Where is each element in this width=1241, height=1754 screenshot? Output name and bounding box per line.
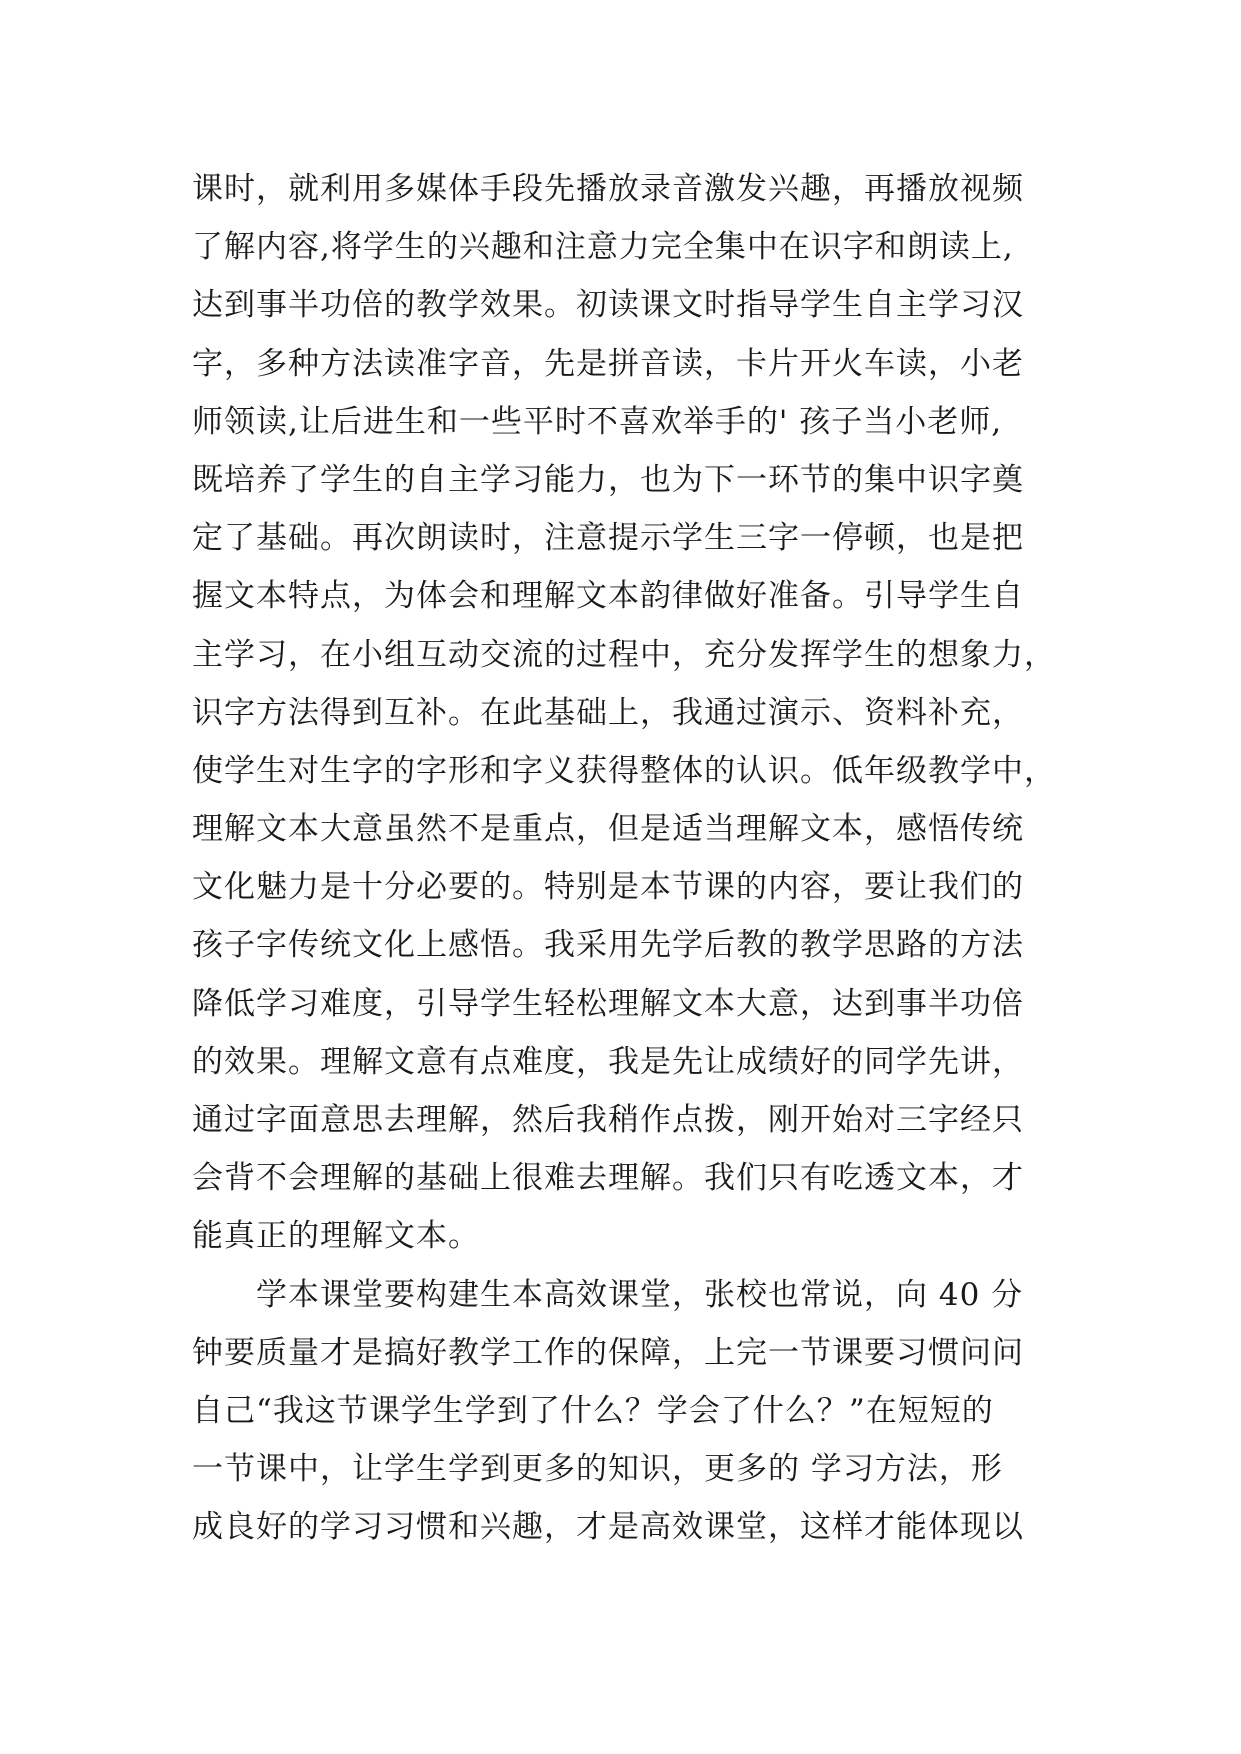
body-text — [192, 160, 1072, 1557]
paragraph-first-line: 学本课堂要构建生本高效课堂，张校也常说，向 40 分 — [256, 1276, 1024, 1313]
text-line: 会背不会理解的基础上很难去理解。我们只有吃透文本，才 — [192, 1160, 1024, 1197]
text-line: 达到事半功倍的教学效果。初读课文时指导学生自主学习汉 — [192, 287, 1024, 324]
text-line: 握文本特点，为体会和理解文本韵律做好准备。引导学生自 — [192, 578, 1024, 615]
text-line: 能真正的理解文本。 — [192, 1218, 480, 1255]
text-line: 孩子字传统文化上感悟。我采用先学后教的教学思路的方法 — [192, 927, 1024, 964]
text-line: 定了基础。再次朗读时，注意提示学生三字一停顿，也是把 — [192, 520, 1024, 557]
text-line: 识字方法得到互补。在此基础上，我通过演示、资料补充， — [192, 694, 1024, 731]
text-line: 一节课中，让学生学到更多的知识，更多的 学习方法，形 — [192, 1451, 1003, 1488]
text-line: 自己“我这节课学生学到了什么？学会了什么？”在短短的 — [192, 1392, 994, 1429]
text-line: 钟要质量才是搞好教学工作的保障，上完一节课要习惯问问 — [192, 1334, 1024, 1371]
text-line: 了解内容,将学生的兴趣和注意力完全集中在识字和朗读上, — [192, 229, 1014, 266]
text-line: 理解文本大意虽然不是重点，但是适当理解文本，感悟传统 — [192, 811, 1024, 848]
text-line: 成良好的学习习惯和兴趣，才是高效课堂，这样才能体现以 — [192, 1509, 1024, 1546]
text-line: 师领读,让后进生和一些平时不喜欢举手的' 孩子当小老师, — [192, 403, 1003, 440]
text-line: 通过字面意思去理解，然后我稍作点拨，刚开始对三字经只 — [192, 1102, 1024, 1138]
text-line: 既培养了学生的自主学习能力，也为下一环节的集中识字奠 — [192, 461, 1024, 498]
text-line: 的效果。理解文意有点难度，我是先让成绩好的同学先讲， — [192, 1043, 1024, 1080]
text-line: 主学习，在小组互动交流的过程中，充分发挥学生的想象力， — [192, 636, 1056, 673]
text-line: 课时，就利用多媒体手段先播放录音激发兴趣，再播放视频 — [192, 171, 1024, 207]
text-line: 文化魅力是十分必要的。特别是本节课的内容，要让我们的 — [192, 869, 1024, 906]
text-line: 字，多种方法读准字音，先是拼音读，卡片开火车读，小老 — [192, 345, 1024, 382]
text-line: 使学生对生字的字形和字义获得整体的认识。低年级教学中， — [192, 752, 1056, 789]
text-line: 降低学习难度，引导学生轻松理解文本大意，达到事半功倍 — [192, 985, 1024, 1022]
